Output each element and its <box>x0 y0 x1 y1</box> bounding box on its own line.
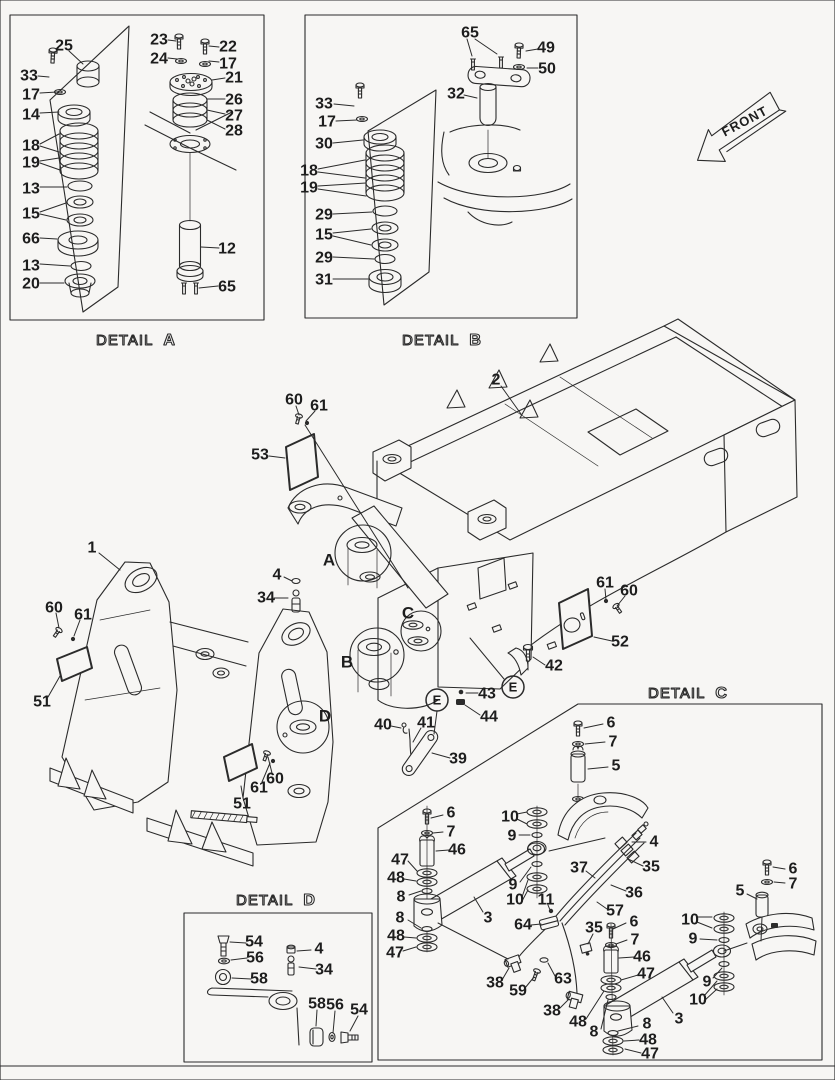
callout-7: 7 <box>788 875 798 893</box>
leader-line <box>624 1040 639 1041</box>
callout-47: 47 <box>391 851 409 869</box>
callout-6: 6 <box>629 913 639 931</box>
callout-8: 8 <box>642 1015 652 1033</box>
callout-32: 32 <box>447 85 465 103</box>
leader-line <box>697 922 712 928</box>
plate-53 <box>286 434 318 490</box>
leader-line <box>773 867 785 869</box>
callout-24: 24 <box>150 50 168 68</box>
front-label: FRONT <box>719 102 771 140</box>
callout-60: 60 <box>620 582 638 600</box>
callout-47: 47 <box>637 965 655 983</box>
front-arrow <box>685 90 793 173</box>
callout-38: 38 <box>543 1002 561 1020</box>
callout-2: 2 <box>491 371 501 389</box>
callout-56: 56 <box>326 996 344 1014</box>
callout-54: 54 <box>350 1001 368 1019</box>
callout-7: 7 <box>630 931 640 949</box>
callout-18: 18 <box>22 137 40 155</box>
callout-13: 13 <box>22 180 40 198</box>
callout-26: 26 <box>225 91 243 109</box>
callout-7: 7 <box>446 823 456 841</box>
callout-25: 25 <box>55 37 73 55</box>
bolt-60b <box>52 626 63 638</box>
callout-8: 8 <box>396 888 406 906</box>
callout-46: 46 <box>633 948 651 966</box>
plate-52 <box>559 589 592 649</box>
region-letter-D: D <box>318 706 332 726</box>
callout-65: 65 <box>461 24 479 42</box>
callout-30: 30 <box>315 135 333 153</box>
leader-line <box>391 726 401 728</box>
callout-59: 59 <box>509 982 527 1000</box>
nut-61d <box>271 759 275 763</box>
callout-29: 29 <box>315 206 333 224</box>
callout-57: 57 <box>606 902 624 920</box>
callout-48: 48 <box>387 927 405 945</box>
callout-52: 52 <box>611 633 629 651</box>
callout-5: 5 <box>735 882 745 900</box>
washer-43 <box>459 690 464 695</box>
pin-5b <box>756 892 768 917</box>
callout-22: 22 <box>219 38 237 56</box>
callout-5: 5 <box>611 757 621 775</box>
bolt-60c <box>612 602 623 614</box>
callout-11: 11 <box>537 891 555 909</box>
callout-34: 34 <box>257 589 275 607</box>
leader-line <box>403 947 416 951</box>
leader-line <box>585 742 605 744</box>
washer-63 <box>540 958 548 962</box>
leader-line <box>433 832 443 833</box>
elbow-38b <box>563 991 582 1010</box>
region-letter-A: A <box>322 550 336 570</box>
callout-37: 37 <box>570 859 588 877</box>
leader-line <box>594 637 612 641</box>
region-letter-C: C <box>401 603 415 623</box>
callout-10: 10 <box>501 808 519 826</box>
callout-44: 44 <box>480 708 498 726</box>
fitting-35b <box>580 943 593 957</box>
detail-title-D: DETAIL D <box>236 892 316 909</box>
callout-61: 61 <box>74 606 92 624</box>
callout-13: 13 <box>22 257 40 275</box>
clip-40 <box>402 723 407 733</box>
leader-line <box>588 767 608 769</box>
callout-3: 3 <box>483 909 493 927</box>
callout-21: 21 <box>225 69 243 87</box>
callout-33: 33 <box>315 95 333 113</box>
callout-9: 9 <box>702 973 712 991</box>
pin-5a <box>571 746 585 782</box>
callout-17: 17 <box>22 86 40 104</box>
detail-b-panel <box>305 15 577 318</box>
callout-42: 42 <box>545 657 563 675</box>
callout-63: 63 <box>554 970 572 988</box>
leader-line <box>700 939 717 940</box>
callout-54: 54 <box>245 933 263 951</box>
nut-44 <box>456 699 465 705</box>
callout-17: 17 <box>219 55 237 73</box>
leader-line <box>662 997 673 1013</box>
leader-line <box>586 991 604 1019</box>
leader-line <box>560 999 569 1008</box>
callout-12: 12 <box>218 240 236 258</box>
callout-53: 53 <box>251 446 269 464</box>
callout-10: 10 <box>689 991 707 1009</box>
callout-4: 4 <box>272 566 282 584</box>
callout-7: 7 <box>608 733 618 751</box>
callout-48: 48 <box>639 1031 657 1049</box>
detail-title-B: DETAIL B <box>402 332 482 349</box>
callout-39: 39 <box>449 750 467 768</box>
callout-9: 9 <box>507 827 517 845</box>
callout-48: 48 <box>569 1013 587 1031</box>
bolt-60a <box>294 413 303 424</box>
nut-61a <box>305 421 309 425</box>
callout-14: 14 <box>22 106 40 124</box>
callout-60: 60 <box>266 770 284 788</box>
callout-43: 43 <box>478 685 496 703</box>
boss-c <box>403 621 430 645</box>
callout-6: 6 <box>788 860 798 878</box>
leader-line <box>431 815 443 818</box>
leader-line <box>409 891 421 895</box>
leader-line <box>408 861 417 871</box>
callout-49: 49 <box>537 39 555 57</box>
callout-6: 6 <box>446 804 456 822</box>
callout-46: 46 <box>448 841 466 859</box>
callout-20: 20 <box>22 275 40 293</box>
callout-35: 35 <box>642 858 660 876</box>
callout-56: 56 <box>246 949 264 967</box>
leader-line <box>533 657 545 665</box>
callout-4: 4 <box>314 940 324 958</box>
callout-8: 8 <box>395 909 405 927</box>
bottom-band <box>0 1066 835 1080</box>
leader-line <box>713 968 722 978</box>
leader-line <box>625 1049 641 1053</box>
leader-line <box>621 975 638 980</box>
callout-1: 1 <box>87 539 97 557</box>
callout-15: 15 <box>22 205 40 223</box>
leader-line <box>284 577 292 581</box>
leader-line <box>432 753 450 758</box>
leader-line <box>619 957 634 958</box>
clamp-64 <box>539 916 559 930</box>
rear-frame-drawing <box>288 319 797 708</box>
callout-9: 9 <box>508 876 518 894</box>
clevis-bracket-right <box>746 913 816 960</box>
callout-47: 47 <box>641 1045 659 1063</box>
callout-18: 18 <box>300 162 318 180</box>
callout-60: 60 <box>45 599 63 617</box>
callout-33: 33 <box>20 67 38 85</box>
callout-51: 51 <box>233 795 251 813</box>
reference-line <box>549 838 605 851</box>
pin-46b <box>604 946 619 973</box>
callout-50: 50 <box>538 60 556 78</box>
callout-10: 10 <box>506 891 524 909</box>
callout-58: 58 <box>308 995 326 1013</box>
callout-61: 61 <box>596 574 614 592</box>
callout-4: 4 <box>649 833 659 851</box>
callout-15: 15 <box>315 226 333 244</box>
callout-58: 58 <box>250 970 268 988</box>
callout-64: 64 <box>514 916 532 934</box>
detail-title-C: DETAIL C <box>648 685 728 702</box>
nut-61b <box>71 637 75 641</box>
callout-40: 40 <box>374 716 392 734</box>
callout-17: 17 <box>318 113 336 131</box>
callout-38: 38 <box>486 974 504 992</box>
reference-line <box>438 923 508 959</box>
detail-c-panel <box>378 704 822 1060</box>
region-letter-E: E <box>432 692 442 708</box>
loader-arm-drawing <box>50 562 333 866</box>
leader-line <box>436 850 449 851</box>
callout-65: 65 <box>218 278 236 296</box>
callout-19: 19 <box>22 154 40 172</box>
callout-34: 34 <box>315 961 333 979</box>
callout-48: 48 <box>387 869 405 887</box>
callout-28: 28 <box>225 122 243 140</box>
callout-10: 10 <box>681 911 699 929</box>
callout-66: 66 <box>22 230 40 248</box>
leader-line <box>531 924 541 925</box>
region-letter-E: E <box>508 679 518 695</box>
callout-36: 36 <box>625 884 643 902</box>
leader-line <box>774 882 785 883</box>
callout-8: 8 <box>589 1023 599 1041</box>
callout-51: 51 <box>33 693 51 711</box>
callout-29: 29 <box>315 249 333 267</box>
callout-47: 47 <box>386 944 404 962</box>
leader-line <box>404 937 416 938</box>
leader-line <box>465 705 480 715</box>
detail-title-A: DETAIL A <box>96 332 176 349</box>
callout-61: 61 <box>310 397 328 415</box>
callout-27: 27 <box>225 107 243 125</box>
leader-line <box>99 553 120 570</box>
fitting-34-main <box>292 579 300 613</box>
leader-line <box>584 724 603 728</box>
link-39 <box>400 728 440 778</box>
callout-9: 9 <box>688 930 698 948</box>
detail-d-panel <box>184 913 372 1062</box>
leader-line <box>404 879 416 881</box>
callout-61: 61 <box>250 779 268 797</box>
callout-23: 23 <box>150 31 168 49</box>
leader-line <box>269 456 285 458</box>
leader-line <box>611 885 626 891</box>
region-letter-B: B <box>340 652 354 672</box>
callout-31: 31 <box>315 271 333 289</box>
cylinder-3-right <box>604 945 731 1036</box>
callout-19: 19 <box>300 179 318 197</box>
leader-line <box>616 940 627 944</box>
callout-35: 35 <box>585 919 603 937</box>
callout-3: 3 <box>674 1010 684 1028</box>
callout-41: 41 <box>417 714 435 732</box>
leader-line <box>474 897 483 912</box>
callout-6: 6 <box>606 714 616 732</box>
callout-60: 60 <box>285 391 303 409</box>
